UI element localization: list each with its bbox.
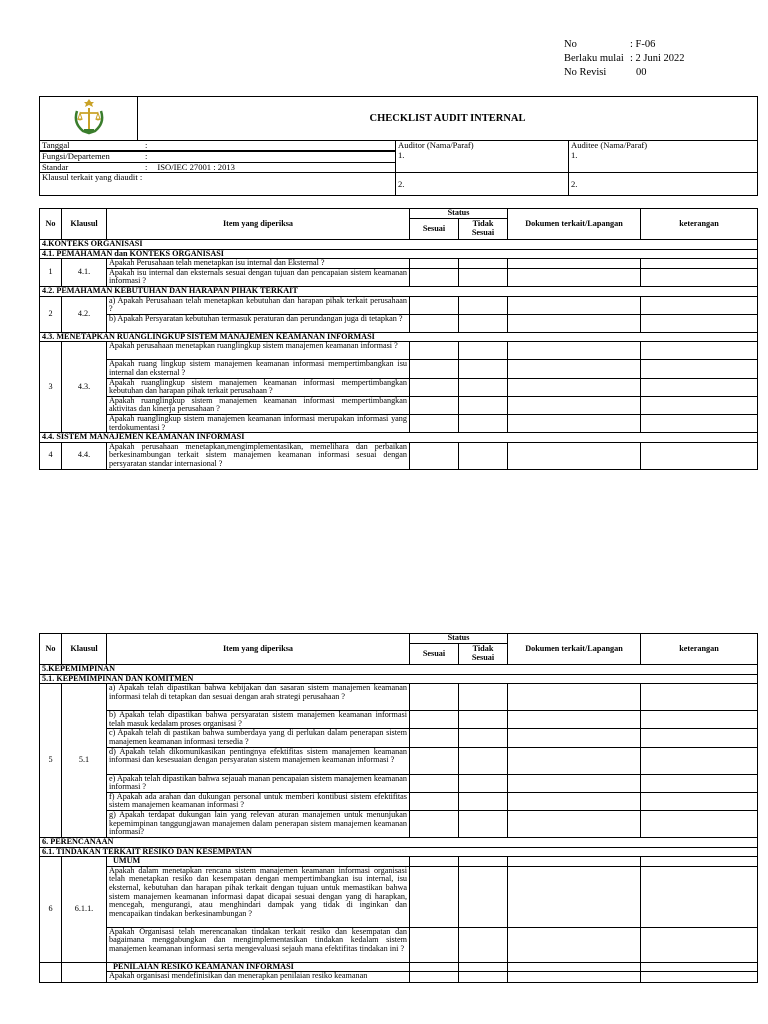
tidak-sesuai-cell[interactable] [459, 314, 508, 332]
keterangan-cell[interactable] [641, 442, 758, 469]
keterangan-cell[interactable] [641, 866, 758, 927]
check-item: e) Apakah telah dipastikan bahwa sejauah manan pencapaian sistem manajemen keamanan informasi ? [107, 774, 410, 792]
col-dokumen: Dokumen terkait/Lapangan [508, 209, 641, 240]
dokumen-cell[interactable] [508, 972, 641, 983]
sesuai-cell[interactable] [410, 684, 459, 711]
tidak-sesuai-cell[interactable] [459, 774, 508, 792]
dokumen-cell[interactable] [508, 684, 641, 711]
keterangan-cell[interactable] [641, 684, 758, 711]
check-item: Apakah Perusahaan telah menetapkan isu internal dan Eksternal ? [107, 259, 410, 269]
check-item: b) Apakah Persyaratan kebutuhan termasuk peraturan dan perundangan juga di tetapkan ? [107, 314, 410, 332]
row-klausul: 4.4. [62, 442, 107, 469]
subsection-umum: UMUM [107, 857, 410, 867]
keterangan-cell[interactable] [641, 857, 758, 867]
standar-colon: : [145, 161, 148, 172]
sesuai-cell[interactable] [410, 962, 459, 972]
fungsi-label: Fungsi/Departemen [42, 151, 110, 162]
row-klausul: 5.1 [62, 684, 107, 838]
row-no: 2 [40, 296, 62, 332]
tidak-sesuai-cell[interactable] [459, 927, 508, 962]
keterangan-cell[interactable] [641, 747, 758, 774]
keterangan-cell[interactable] [641, 810, 758, 837]
tidak-sesuai-cell[interactable] [459, 747, 508, 774]
section-5: 5.KEPEMIMPINAN [40, 665, 758, 675]
col-no: No [40, 209, 62, 240]
scales-of-justice-logo-icon [69, 97, 109, 137]
keterangan-cell[interactable] [641, 711, 758, 729]
check-item: a) Apakah telah dipastikan bahwa kebijakan dan sasaran sistem manajemen keamanan informasi telah di tetapkan dan sesuai dengan arah strategi perusahaan ? [107, 684, 410, 711]
sesuai-cell[interactable] [410, 927, 459, 962]
sesuai-cell[interactable] [410, 866, 459, 927]
checklist-table-2 [39, 633, 758, 983]
dokumen-cell[interactable] [508, 414, 641, 432]
check-item: Apakah perusahaan menetapkan,mengimplementasikan, memelihara dan perbaikan berkesinambungan terkait sistem manajemen keamanan informasi sesuai dengan persyaratan standar internasional ? [107, 442, 410, 469]
sesuai-cell[interactable] [410, 396, 459, 414]
section-6-1: 6.1. TINDAKAN TERKAIT RESIKO DAN KESEMPATAN [40, 847, 758, 857]
dokumen-cell[interactable] [508, 396, 641, 414]
sesuai-cell[interactable] [410, 972, 459, 983]
section-4: 4.KONTEKS ORGANISASI [40, 240, 758, 250]
check-item: g) Apakah terdapat dukungan lain yang relevan aturan manajemen untuk menunjukan kepemimpinan tanggungjawan manajemen dalam penerapan sistem manajemen keamanan informasi? [107, 810, 410, 837]
dokumen-cell[interactable] [508, 378, 641, 396]
tidak-sesuai-cell[interactable] [459, 962, 508, 972]
col-sesuai: Sesuai [410, 219, 459, 240]
col-status: Status [410, 634, 508, 644]
dokumen-cell[interactable] [508, 314, 641, 332]
check-item: f) Apakah ada arahan dan dukungan personal untuk memberi kontibusi sistem efektifitas sistem manajemen keamanan informasi ? [107, 792, 410, 810]
col-status: Status [410, 209, 508, 219]
row-klausul: 6.1.1. [62, 857, 107, 963]
standar-label: Standar [42, 161, 69, 172]
keterangan-cell[interactable] [641, 774, 758, 792]
keterangan-cell[interactable] [641, 972, 758, 983]
check-item: c) Apakah telah di pastikan bahwa sumberdaya yang di perlukan dalam penerapan sistem manajemen keamanan informasi tersedia ? [107, 729, 410, 747]
sesuai-cell[interactable] [410, 747, 459, 774]
auditee-label: Auditee (Nama/Paraf) [569, 140, 758, 151]
sesuai-cell[interactable] [410, 314, 459, 332]
keterangan-cell[interactable] [641, 927, 758, 962]
check-item: Apakah isu internal dan eksternals sesuai dengan tujuan dan pencapaian sistem keamanan informasi ? [107, 268, 410, 286]
sesuai-cell[interactable] [410, 296, 459, 314]
sesuai-cell[interactable] [410, 442, 459, 469]
tidak-sesuai-cell[interactable] [459, 360, 508, 378]
tanggal-label: Tanggal [42, 140, 70, 150]
check-item: a) Apakah Perusahaan telah menetapkan kebutuhan dan harapan pihak terkait perusahaan ? [107, 296, 410, 314]
document-title: CHECKLIST AUDIT INTERNAL [138, 97, 758, 141]
keterangan-cell[interactable] [641, 396, 758, 414]
section-4-3: 4.3. MENETAPKAN RUANGLINGKUP SISTEM MANAJEMEN KEAMANAN INFORMASI [40, 332, 758, 342]
sesuai-cell[interactable] [410, 268, 459, 286]
doc-no-label: No [564, 39, 577, 50]
section-4-1: 4.1. PEMAHAMAN dan KONTEKS ORGANISASI [40, 249, 758, 259]
check-item: Apakah Organisasi telah merencanakan tindakan terkait resiko dan kesempatan dan bagaimana menggabungkan dan mengimplementasikan tindakan kedalam sistem manajemen keamanan informasi serta mengevaluasi sejauh mana efektifitas tindakan ini ? [107, 927, 410, 962]
sesuai-cell[interactable] [410, 711, 459, 729]
row-klausul: 4.2. [62, 296, 107, 332]
row-no: 6 [40, 857, 62, 963]
check-item: Apakah perusahaan menetapkan ruanglingkup sistem manajemen keamanan informasi ? [107, 342, 410, 360]
row-no: 1 [40, 259, 62, 287]
sesuai-cell[interactable] [410, 259, 459, 269]
keterangan-cell[interactable] [641, 792, 758, 810]
check-item: Apakah organisasi mendefinisikan dan menerapkan penilaian resiko keamanan [107, 972, 410, 983]
auditee-1: 1. [569, 151, 758, 173]
col-tidak-sesuai: Tidak Sesuai [459, 644, 508, 665]
check-item: Apakah ruanglingkup sistem manajemen keamanan informasi mempertimbangkan aktivitas dan kinerja perusahaan ? [107, 396, 410, 414]
col-tidak-sesuai: Tidak Sesuai [459, 219, 508, 240]
revisi-value: 00 [636, 67, 647, 78]
dokumen-cell[interactable] [508, 296, 641, 314]
section-4-4: 4.4. SISTEM MANAJEMEN KEAMANAN INFORMASI [40, 433, 758, 443]
klausul-label: Klausul terkait yang diaudit : [40, 173, 396, 196]
tidak-sesuai-cell[interactable] [459, 866, 508, 927]
keterangan-cell[interactable] [641, 342, 758, 360]
tidak-sesuai-cell[interactable] [459, 792, 508, 810]
check-item: Apakah ruanglingkup sistem manajemen keamanan informasi merupakan informasi yang terdokumentasi ? [107, 414, 410, 432]
check-item: Apakah ruang lingkup sistem manajemen keamanan informasi mempertimbangkan isu internal dan eksternal ? [107, 360, 410, 378]
sesuai-cell[interactable] [410, 342, 459, 360]
col-klausul: Klausul [62, 634, 107, 665]
dokumen-cell[interactable] [508, 268, 641, 286]
dokumen-cell[interactable] [508, 927, 641, 962]
row-no: 5 [40, 684, 62, 838]
col-klausul: Klausul [62, 209, 107, 240]
col-sesuai: Sesuai [410, 644, 459, 665]
section-5-1: 5.1. KEPEMIMPINAN DAN KOMITMEN [40, 674, 758, 684]
tidak-sesuai-cell[interactable] [459, 378, 508, 396]
sesuai-cell[interactable] [410, 857, 459, 867]
check-item: Apakah ruanglingkup sistem manajemen keamanan informasi mempertimbangkan kebutuhan dan harapan pihak terkait perusahaan ? [107, 378, 410, 396]
dokumen-cell[interactable] [508, 857, 641, 867]
keterangan-cell[interactable] [641, 962, 758, 972]
checklist-table-1 [39, 208, 758, 470]
sesuai-cell[interactable] [410, 729, 459, 747]
tidak-sesuai-cell[interactable] [459, 268, 508, 286]
dokumen-cell[interactable] [508, 792, 641, 810]
dokumen-cell[interactable] [508, 866, 641, 927]
col-item: Item yang diperiksa [107, 209, 410, 240]
auditor-2: 2. [396, 173, 569, 196]
section-6: 6. PERENCANAAN [40, 837, 758, 847]
fungsi-colon: : [145, 151, 148, 162]
dokumen-cell[interactable] [508, 711, 641, 729]
auditor-1: 1. [396, 151, 569, 173]
dokumen-cell[interactable] [508, 342, 641, 360]
sesuai-cell[interactable] [410, 378, 459, 396]
tidak-sesuai-cell[interactable] [459, 972, 508, 983]
audit-header-table [39, 96, 758, 196]
keterangan-cell[interactable] [641, 360, 758, 378]
check-item: b) Apakah telah dipastikan bahwa persyaratan sistem manajemen keamanan informasi telah masuk kedalam proses organisasi ? [107, 711, 410, 729]
tidak-sesuai-cell[interactable] [459, 342, 508, 360]
berlaku-label: Berlaku mulai [564, 53, 624, 64]
keterangan-cell[interactable] [641, 314, 758, 332]
dokumen-cell[interactable] [508, 729, 641, 747]
keterangan-cell[interactable] [641, 268, 758, 286]
row-no: 3 [40, 342, 62, 433]
doc-no-value: : F-06 [630, 39, 656, 50]
sesuai-cell[interactable] [410, 774, 459, 792]
keterangan-cell[interactable] [641, 296, 758, 314]
col-keterangan: keterangan [641, 634, 758, 665]
tidak-sesuai-cell[interactable] [459, 396, 508, 414]
dokumen-cell[interactable] [508, 259, 641, 269]
tidak-sesuai-cell[interactable] [459, 684, 508, 711]
row-klausul: 4.3. [62, 342, 107, 433]
tidak-sesuai-cell[interactable] [459, 857, 508, 867]
keterangan-cell[interactable] [641, 729, 758, 747]
tidak-sesuai-cell[interactable] [459, 711, 508, 729]
check-item: d) Apakah telah dikomunikasikan pentingnya efektifitas sistem manajemen keamanan informasi dan kesesuaian dengan persyaratan sistem manajemen keamanan informasi ? [107, 747, 410, 774]
dokumen-cell[interactable] [508, 442, 641, 469]
berlaku-value: : 2 Juni 2022 [630, 53, 685, 64]
sesuai-cell[interactable] [410, 810, 459, 837]
keterangan-cell[interactable] [641, 414, 758, 432]
col-item: Item yang diperiksa [107, 634, 410, 665]
tidak-sesuai-cell[interactable] [459, 810, 508, 837]
keterangan-cell[interactable] [641, 378, 758, 396]
sesuai-cell[interactable] [410, 792, 459, 810]
col-dokumen: Dokumen terkait/Lapangan [508, 634, 641, 665]
auditor-label: Auditor (Nama/Paraf) [396, 140, 569, 151]
revisi-label: No Revisi [564, 67, 607, 78]
dokumen-cell[interactable] [508, 360, 641, 378]
standar-value: ISO/IEC 27001 : 2013 [157, 161, 235, 172]
keterangan-cell[interactable] [641, 259, 758, 269]
tidak-sesuai-cell[interactable] [459, 414, 508, 432]
row-klausul: 4.1. [62, 259, 107, 287]
row-no: 4 [40, 442, 62, 469]
dokumen-cell[interactable] [508, 810, 641, 837]
tidak-sesuai-cell[interactable] [459, 296, 508, 314]
logo-cell [40, 97, 138, 141]
sesuai-cell[interactable] [410, 414, 459, 432]
check-item: Apakah dalam menetapkan rencana sistem manajemen keamanan informasi organisasi telah menetapkan resiko dan kesempatan dengan mempertimbangkan isu internal, isu eksternal, kebutuhan dan harapan pihak terkait dengan tujuan untuk memastikan bahwa sistem manajemen keamanan informasi dapat dicapai sesuai dengan yang di harapkan, mencegah, mengurangi, atau menghindari dampak yang tidak di inginkan dan mencapaikan tindakan berkesinambungan ? [107, 866, 410, 927]
section-4-2: 4.2. PEMAHAMAN KEBUTUHAN DAN HARAPAN PIHAK TERKAIT [40, 286, 758, 296]
tanggal-colon: : [145, 140, 148, 150]
tidak-sesuai-cell[interactable] [459, 259, 508, 269]
tidak-sesuai-cell[interactable] [459, 729, 508, 747]
tidak-sesuai-cell[interactable] [459, 442, 508, 469]
dokumen-cell[interactable] [508, 962, 641, 972]
sesuai-cell[interactable] [410, 360, 459, 378]
subsection-penilaian-resiko: PENILAIAN RESIKO KEAMANAN INFORMASI [107, 962, 410, 972]
dokumen-cell[interactable] [508, 774, 641, 792]
col-keterangan: keterangan [641, 209, 758, 240]
col-no: No [40, 634, 62, 665]
document-info [564, 38, 685, 80]
auditee-2: 2. [569, 173, 758, 196]
dokumen-cell[interactable] [508, 747, 641, 774]
